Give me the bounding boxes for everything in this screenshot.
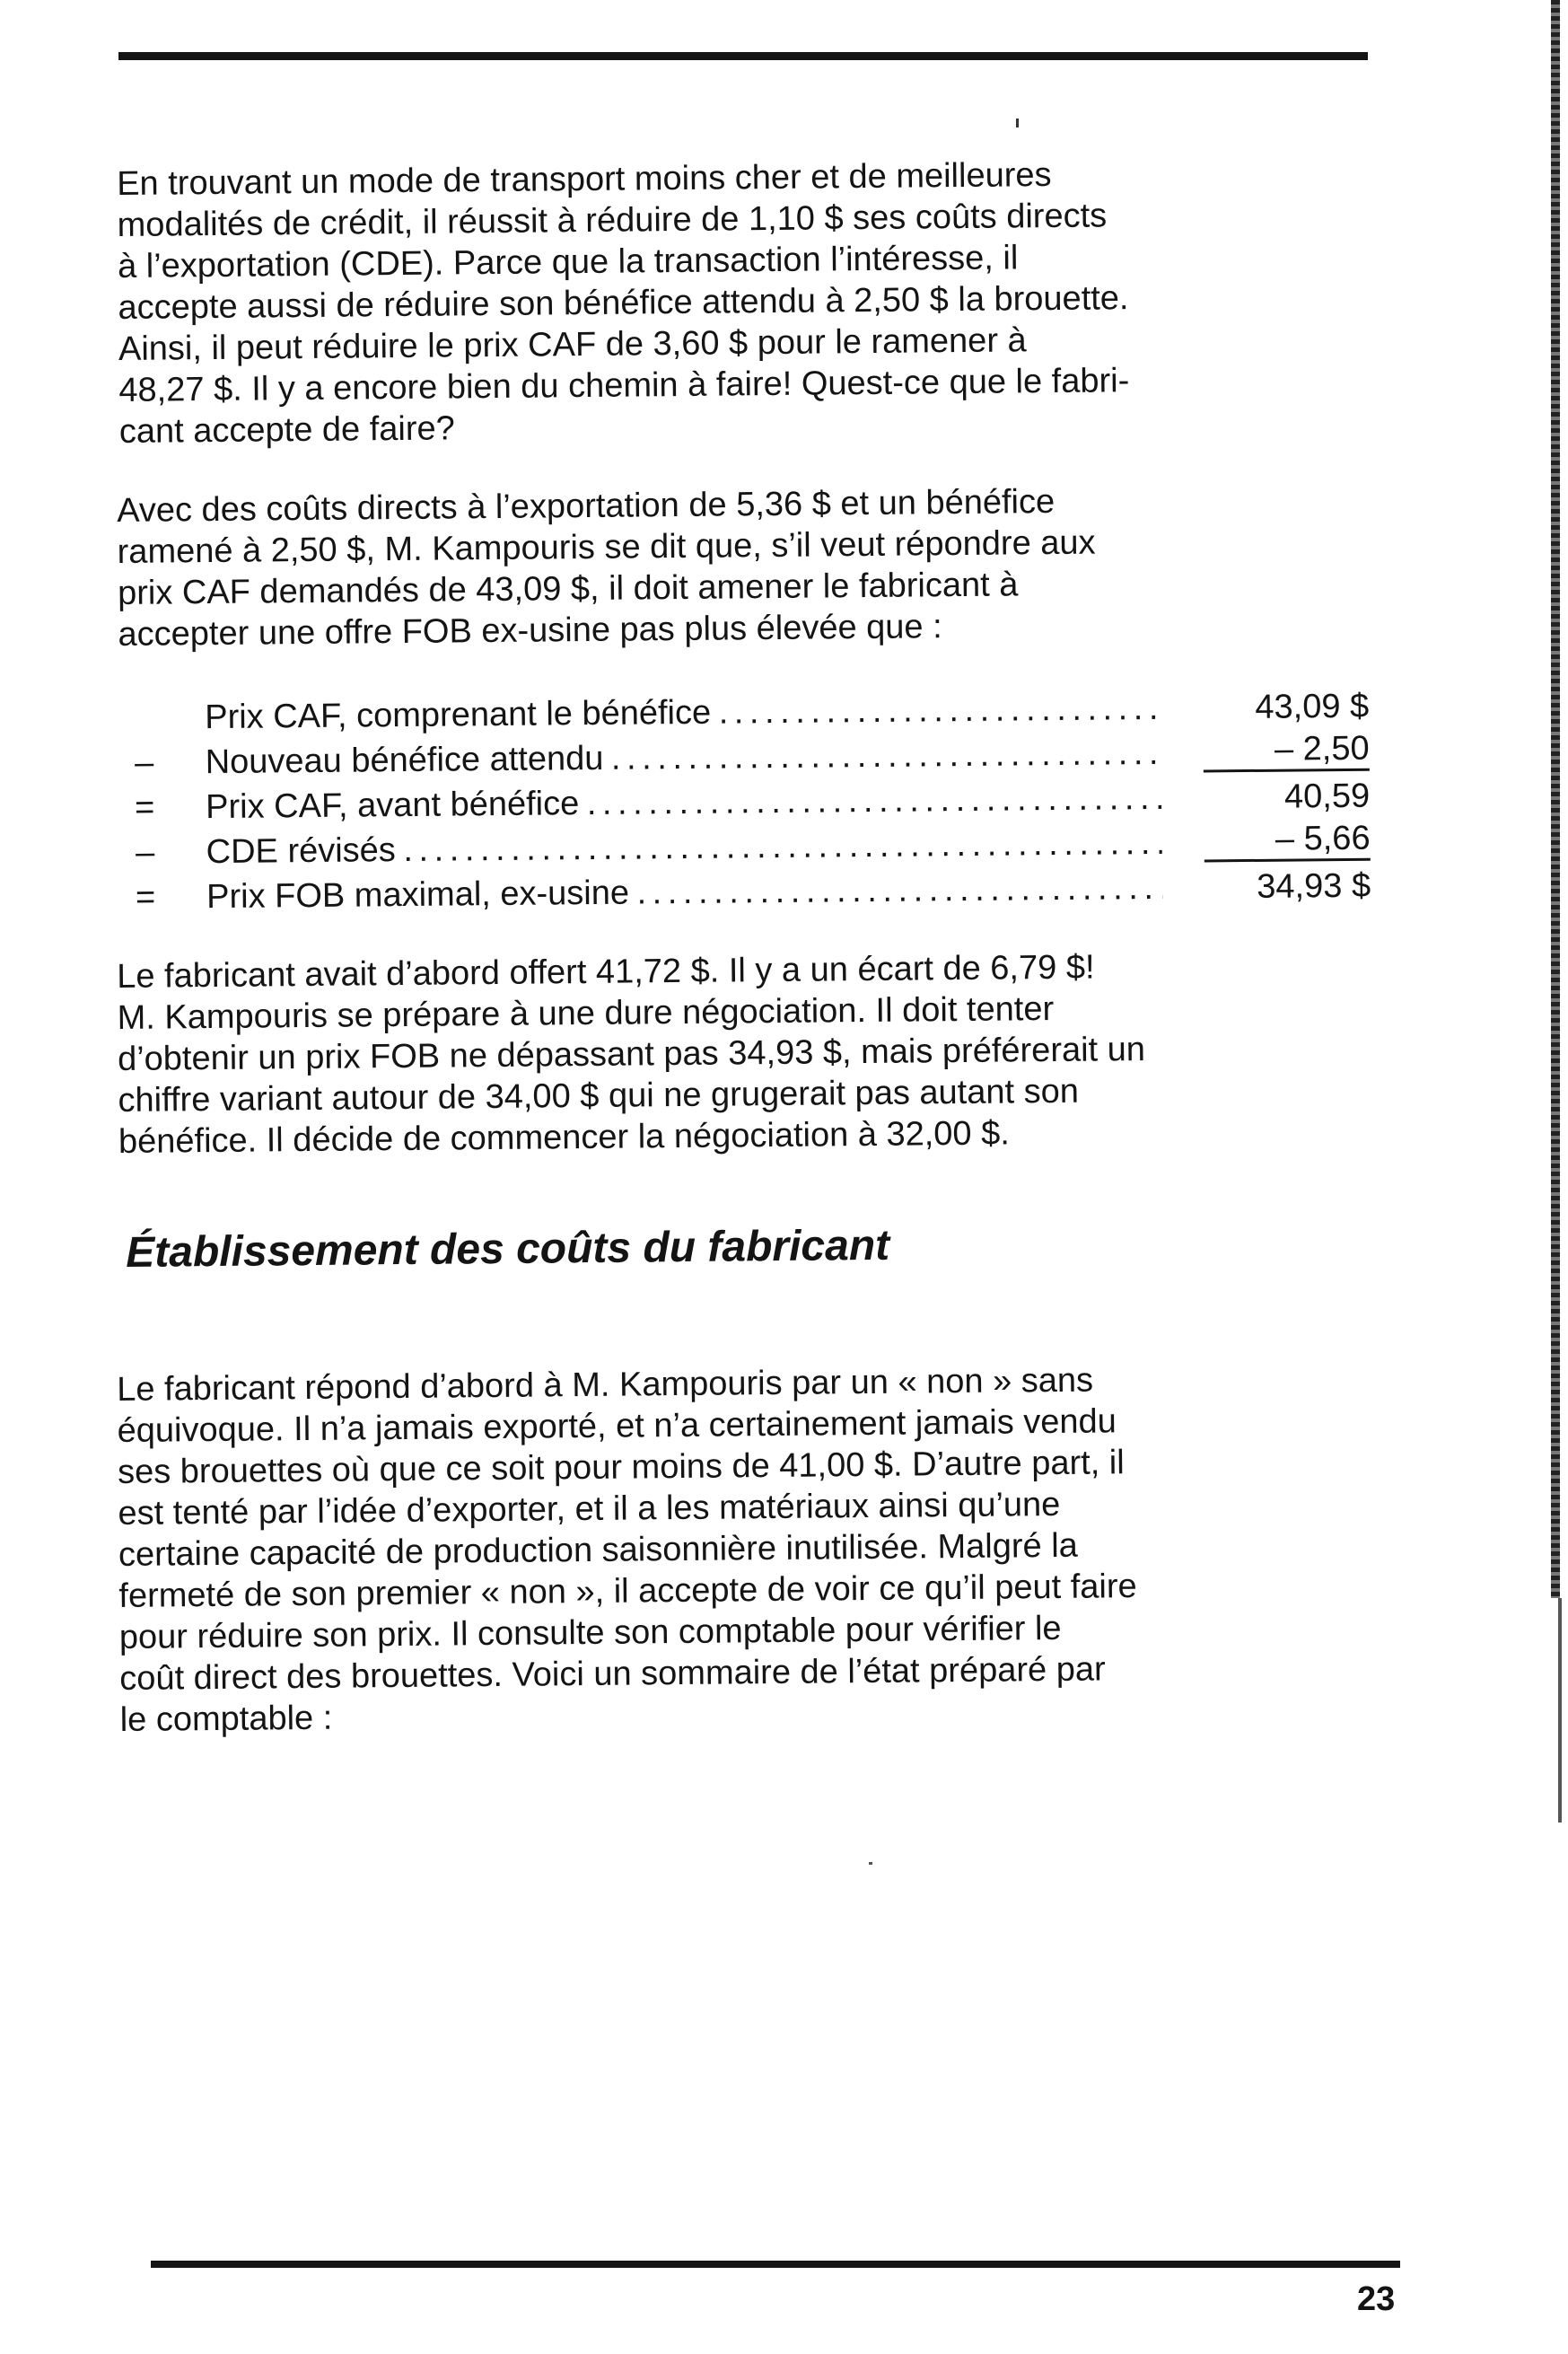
text-line: cant accepte de faire? (118, 409, 455, 451)
calc-label: Prix CAF, avant bénéfice . . . (206, 776, 1161, 830)
text-line: Ainsi, il peut réduire le prix CAF de 3,60 $ pour le ramener à (118, 321, 1027, 368)
calc-operator: = (135, 878, 156, 917)
page-number: 23 (1357, 2280, 1396, 2318)
paragraph-manufacturer-response (117, 1357, 1395, 1741)
price-calculation (126, 684, 1384, 920)
text-line: accepter une offre FOB ex-usine pas plus élevée que : (118, 608, 942, 654)
text-line: est tenté par l’idée d’exporter, et il a les matériaux ainsi qu’une (118, 1485, 1061, 1533)
calc-label: CDE révisés . . . (206, 821, 1161, 874)
text-line: 48,27 $. Il y a encore bien du chemin à faire! Quest-ce que le fabri- (118, 362, 1130, 409)
text-line: modalités de crédit, il réussit à réduire de 1,10 $ ses coûts directs (117, 197, 1108, 244)
calc-value: 34,93 $ (1257, 866, 1371, 906)
text-line: Le fabricant avait d’abord offert 41,72 $. Il y a un écart de 6,79 $! (117, 948, 1095, 996)
top-rule (118, 52, 1368, 60)
scan-edge-strip (1551, 0, 1560, 1598)
calc-label: Prix CAF, comprenant le bénéfice . . . (205, 686, 1161, 740)
text-line: à l’exportation (CDE). Parce que la transaction l’intéresse, il (117, 239, 1019, 285)
text-line: pour réduire son prix. Il consulte son comptable pour vérifier le (118, 1609, 1062, 1656)
text-line: coût direct des brouettes. Voici un sommaire de l’état préparé par (119, 1650, 1106, 1698)
paragraph-direct-costs (117, 478, 1393, 655)
calc-operator: = (134, 788, 155, 827)
calc-value: – 5,66 (1204, 819, 1370, 863)
calc-value: – 2,50 (1203, 729, 1369, 773)
text-line: ses brouettes où que ce soit pour moins de 41,00 $. D’autre part, il (117, 1444, 1125, 1491)
text-line: bénéfice. Il décide de commencer la négociation à 32,00 $. (118, 1114, 1011, 1161)
text-line: Le fabricant répond d’abord à M. Kampouris par un « non » sans (117, 1361, 1094, 1409)
text-line: le comptable : (119, 1699, 333, 1739)
scan-edge-strip-lower (1558, 1598, 1562, 1823)
text-line: prix CAF demandés de 43,09 $, il doit amener le fabricant à (117, 566, 1019, 612)
calc-operator: – (134, 743, 154, 782)
calc-value: 40,59 (1283, 777, 1371, 816)
calc-label: Prix FOB maximal, ex-usine . . . (206, 865, 1162, 919)
calc-label: Nouveau bénéfice attendu . . . (205, 731, 1161, 785)
text-line: M. Kampouris se prépare à une dure négociation. Il doit tenter (117, 989, 1055, 1037)
calc-value: 43,09 $ (1255, 687, 1370, 726)
bottom-rule (151, 2261, 1400, 2268)
calc-operator: – (135, 833, 155, 872)
section-heading: Établissement des coûts du fabricant (126, 1221, 890, 1277)
paragraph-negotiation-gap (117, 944, 1393, 1163)
paragraph-transport-savings (117, 151, 1394, 452)
text-line: fermeté de son premier « non », il accepte de voir ce qu’il peut faire (118, 1568, 1137, 1615)
text-line: équivoque. Il n’a jamais exporté, et n’a certainement jamais vendu (117, 1402, 1117, 1450)
text-line: d’obtenir un prix FOB ne dépassant pas 34,93 $, mais préférerait un (117, 1031, 1146, 1078)
text-line: accepte aussi de réduire son bénéfice attendu à 2,50 $ la brouette. (118, 279, 1129, 327)
text-line: En trouvant un mode de transport moins cher et de meilleures (117, 156, 1052, 203)
scan-speck (1016, 119, 1019, 127)
text-line: chiffre variant autour de 34,00 $ qui ne grugerait pas autant son (118, 1072, 1080, 1120)
text-line: Avec des coûts directs à l’exportation de 5,36 $ et un bénéfice (117, 482, 1056, 530)
scan-speck (869, 1862, 872, 1865)
text-line: ramené à 2,50 $, M. Kampouris se dit que, s’il veut répondre aux (117, 523, 1096, 571)
text-line: certaine capacité de production saisonnière inutilisée. Malgré la (118, 1526, 1078, 1574)
